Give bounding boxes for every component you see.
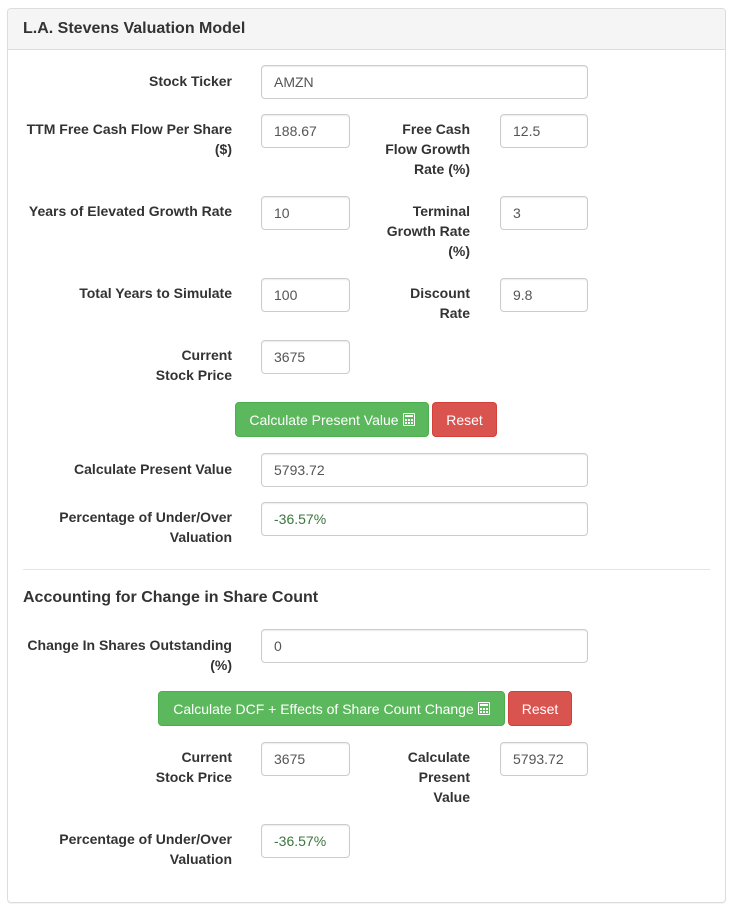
share-price-input[interactable] <box>261 742 350 776</box>
share-change-input[interactable] <box>261 629 588 663</box>
share-pv-output[interactable] <box>500 742 588 776</box>
elevated-years-label: Years of Elevated Growth Rate <box>28 203 232 219</box>
share-reset-button-label: Reset <box>521 700 559 717</box>
calculator-icon <box>478 702 490 715</box>
total-years-label: Total Years to Simulate <box>79 285 232 301</box>
fcf-growth-input[interactable] <box>500 114 588 148</box>
pv-output[interactable] <box>261 453 588 487</box>
pct-label: Percentage of Under/Over Valuation <box>59 509 232 545</box>
ticker-label: Stock Ticker <box>148 73 232 89</box>
price-input[interactable] <box>261 340 350 374</box>
pct-output[interactable] <box>261 502 588 536</box>
share-section-title: Accounting for Change in Share Count <box>23 589 319 606</box>
discount-rate-label: Discount Rate <box>410 285 470 321</box>
reset-button[interactable] <box>432 402 497 437</box>
share-pct-output[interactable] <box>261 824 350 858</box>
panel-heading <box>8 9 725 50</box>
share-pct-label: Percentage of Under/Over Valuation <box>59 831 232 867</box>
fcf-growth-label: Free Cash Flow Growth Rate (%) <box>385 121 470 177</box>
reset-button-label: Reset <box>446 411 483 428</box>
calculate-pv-button[interactable] <box>235 402 429 437</box>
ticker-input[interactable] <box>261 65 588 99</box>
share-reset-button[interactable] <box>508 691 572 726</box>
terminal-growth-input[interactable] <box>500 196 588 230</box>
share-price-label: Current Stock Price <box>155 749 232 785</box>
fcf-label: TTM Free Cash Flow Per Share ($) <box>26 121 232 157</box>
calculate-dcf-share-button[interactable] <box>158 691 505 726</box>
calculate-dcf-share-button-label: Calculate DCF + Effects of Share Count Change <box>173 700 474 717</box>
pv-label: Calculate Present Value <box>74 461 232 477</box>
calculate-pv-button-label: Calculate Present Value <box>249 411 399 428</box>
elevated-years-input[interactable] <box>261 196 350 230</box>
discount-rate-input[interactable] <box>500 278 588 312</box>
share-pv-label: Calculate Present Value <box>407 749 470 805</box>
total-years-input[interactable] <box>261 278 350 312</box>
fcf-input[interactable] <box>261 114 350 148</box>
panel-title: L.A. Stevens Valuation Model <box>23 20 246 37</box>
terminal-growth-label: Terminal Growth Rate (%) <box>386 203 470 259</box>
price-label: Current Stock Price <box>155 347 232 383</box>
share-change-label: Change In Shares Outstanding (%) <box>27 637 232 673</box>
section-divider <box>23 569 710 570</box>
calculator-icon <box>403 413 415 426</box>
valuation-panel <box>7 8 726 903</box>
